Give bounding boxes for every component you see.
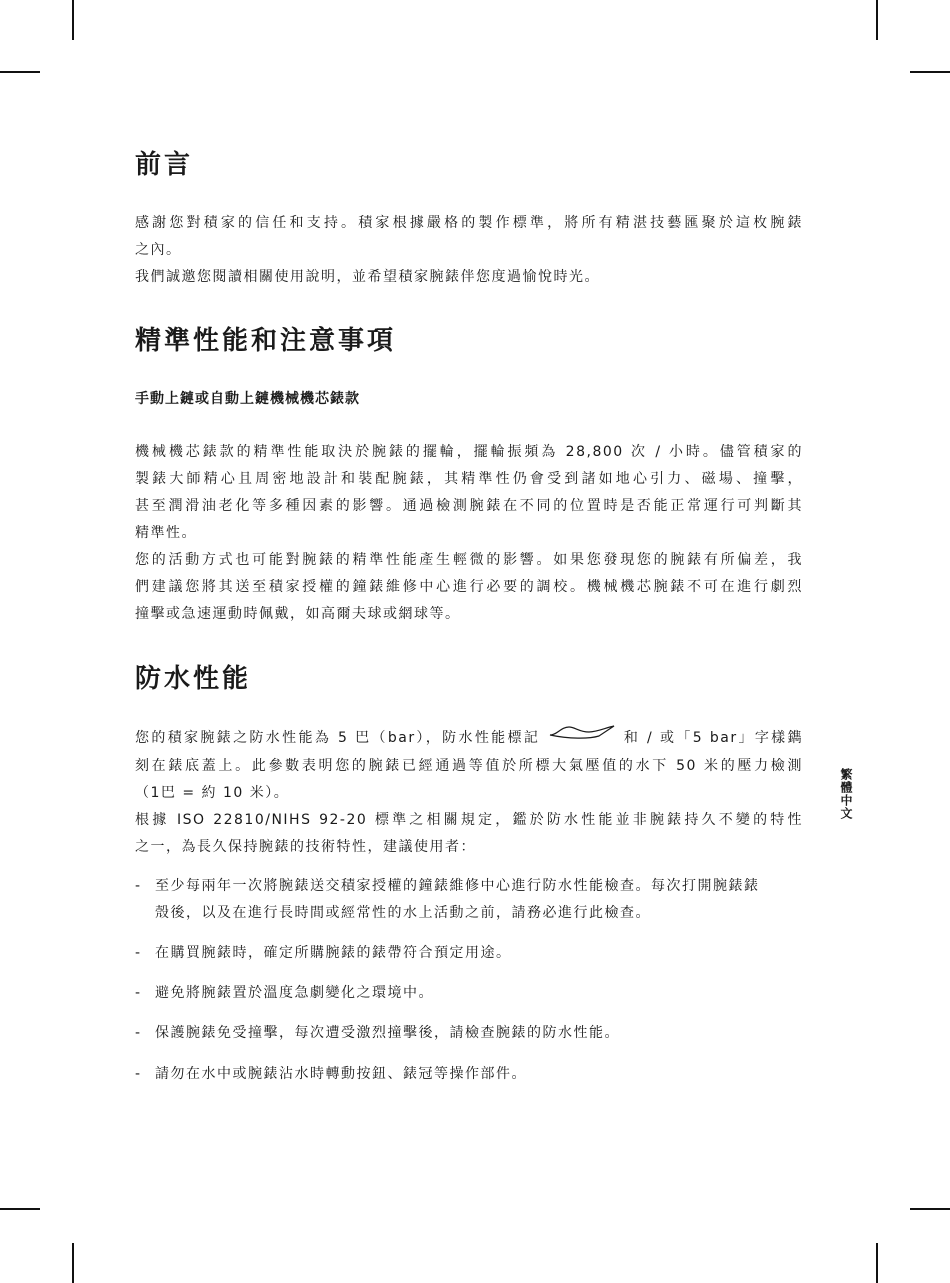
text-fragment: 和 / 或「5 bar」字樣鐫 xyxy=(623,730,804,746)
bullet-dash: - xyxy=(135,1025,142,1041)
text-line: 刻在錶底蓋上。此參數表明您的腕錶已經通過等值於所標大氣壓值的水下 50 米的壓力檢測 xyxy=(135,758,803,774)
preface-title: 前言 xyxy=(135,150,194,180)
text-line: 我們誠邀您閱讀相關使用說明，並希望積家腕錶伴您度過愉悅時光。 xyxy=(135,269,600,285)
text-fragment: 您的積家腕錶之防水性能為 5 巴（bar），防水性能標記 xyxy=(135,730,541,746)
text-line: 撞擊或急速運動時佩戴，如高爾夫球或網球等。 xyxy=(135,606,461,622)
bullet-dash: - xyxy=(135,878,142,894)
precision-subtitle: 手動上鏈或自動上鏈機械機芯錶款 xyxy=(135,391,360,407)
text-line: 精準性。 xyxy=(135,525,197,541)
bullet-dash: - xyxy=(135,945,142,961)
text-line: 根據 ISO 22810/NIHS 92-20 標準之相關規定，鑑於防水性能並非腕錶持久不變的特性 xyxy=(135,812,803,828)
bullet-dash: - xyxy=(135,1066,142,1082)
text-line: 之一，為長久保持腕錶的技術特性，建議使用者： xyxy=(135,839,476,855)
text-line: 避免將腕錶置於溫度急劇變化之環境中。 xyxy=(155,985,434,1001)
water-paragraph xyxy=(135,723,803,861)
list-item-text xyxy=(155,1061,803,1088)
crop-mark xyxy=(876,1243,878,1283)
text-line: 機械機芯錶款的精準性能取決於腕錶的擺輪，擺輪振頻為 28,800 次 / 小時。儘管積家的 xyxy=(135,444,803,460)
text-line: 甚至潤滑油老化等多種因素的影響。通過檢測腕錶在不同的位置時是否能正常運行可判斷其 xyxy=(135,498,803,514)
text-line: 在購買腕錶時，確定所購腕錶的錶帶符合預定用途。 xyxy=(155,945,512,961)
precision-paragraph xyxy=(135,439,803,628)
language-tab-label: 繁體中文 xyxy=(839,768,853,820)
text-line: 們建議您將其送至積家授權的鐘錶維修中心進行必要的調校。機械機芯腕錶不可在進行劇烈 xyxy=(135,579,803,595)
crop-mark xyxy=(72,0,74,40)
crop-mark xyxy=(876,0,878,40)
precision-title: 精準性能和注意事項 xyxy=(135,326,397,356)
text-line: 製錶大師精心且周密地設計和裝配腕錶，其精準性仍會受到諸如地心引力、磁場、撞擊， xyxy=(135,471,803,487)
text-line: 殼後，以及在進行長時間或經常性的水上活動之前，請務必進行此檢查。 xyxy=(155,905,651,921)
crop-mark xyxy=(0,71,40,73)
text-line: 請勿在水中或腕錶沾水時轉動按鈕、錶冠等操作部件。 xyxy=(155,1066,527,1082)
bullet-dash: - xyxy=(135,985,142,1001)
text-line: 感謝您對積家的信任和支持。積家根據嚴格的製作標準，將所有精湛技藝匯聚於這枚腕錶 xyxy=(135,215,803,231)
text-line: 保護腕錶免受撞擊，每次遭受激烈撞擊後，請檢查腕錶的防水性能。 xyxy=(155,1025,620,1041)
crop-mark xyxy=(910,1208,950,1210)
crop-mark xyxy=(910,71,950,73)
text-line: 至少每兩年一次將腕錶送交積家授權的鐘錶維修中心進行防水性能檢查。每次打開腕錶錶 xyxy=(155,878,760,894)
list-item-text xyxy=(155,873,803,927)
text-line xyxy=(135,723,803,753)
text-line: 您的活動方式也可能對腕錶的精準性能產生輕微的影響。如果您發現您的腕錶有所偏差，我 xyxy=(135,552,803,568)
list-item-text xyxy=(155,940,803,967)
water-resistance-title: 防水性能 xyxy=(135,664,252,694)
crop-mark xyxy=(72,1243,74,1283)
list-item-text xyxy=(155,980,803,1007)
water-resistance-wave-icon xyxy=(549,723,615,753)
preface-paragraph xyxy=(135,210,803,291)
list-item-text xyxy=(155,1020,803,1047)
text-line: （1巴 = 約 10 米）。 xyxy=(135,785,290,801)
crop-mark xyxy=(0,1208,40,1210)
text-line: 之內。 xyxy=(135,242,182,258)
